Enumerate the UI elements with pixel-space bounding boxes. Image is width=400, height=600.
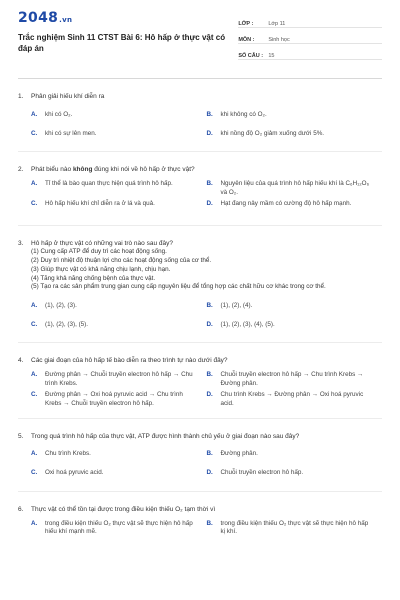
option-letter: B.	[206, 110, 213, 118]
option-letter: A.	[31, 519, 38, 527]
option-text: Hạt đang nảy mầm có cường độ hô hấp mạnh.	[220, 200, 352, 208]
option-a[interactable]	[31, 520, 207, 537]
option-text: Đường phân → Oxi hoá pyruvic acid → Chu trình Krebs → Chuỗi truyền electron hô hấp.	[45, 391, 183, 407]
option-d[interactable]	[207, 126, 383, 142]
question-text-emphasis: không	[72, 166, 93, 173]
option-letter: B.	[206, 519, 213, 527]
option-text: Đường phân.	[220, 450, 258, 458]
option-letter: B.	[206, 301, 213, 309]
option-text: Hô hấp hiếu khí chỉ diễn ra ở lá và quả.	[45, 200, 155, 208]
option-text: Chu trình Krebs.	[45, 450, 91, 458]
question-number: 2.	[18, 166, 24, 173]
question-text: Thực vật có thể tồn tại được trong điều kiện thiếu O₂ tạm thời vì	[31, 505, 216, 513]
question-1	[18, 79, 382, 152]
option-text: khi có O₂.	[45, 110, 73, 118]
site-logo[interactable]	[18, 10, 238, 28]
option-b[interactable]	[207, 180, 383, 197]
question-text: Hô hấp ở thực vật có những vai trò nào sau đây?	[31, 240, 173, 248]
statement-item: (5) Tạo ra các sản phẩm trung gian cung cấp nguyên liệu để tổng hợp các chất hữu cơ khác trong cơ thể.	[31, 283, 326, 291]
question-number: 6.	[18, 505, 24, 513]
statement-item: (4) Tăng khả năng chống bệnh của thực vật.	[31, 274, 156, 282]
meta-panel	[238, 10, 382, 62]
option-a[interactable]	[31, 107, 207, 123]
option-a[interactable]	[31, 180, 207, 197]
question-2	[18, 152, 382, 226]
options-list	[18, 298, 382, 336]
option-c[interactable]	[31, 126, 207, 142]
option-letter: A.	[31, 301, 38, 309]
option-d[interactable]	[207, 317, 383, 333]
option-text: (1), (2), (3).	[45, 301, 77, 309]
option-text: trong điều kiện thiếu O₂ thực vật sẽ thực hiện hô hấp hiếu khí mạnh mẽ.	[45, 519, 193, 536]
option-text: Chu trình Krebs → Đường phân → Oxi hoá pyruvic acid.	[220, 391, 364, 407]
option-c[interactable]	[31, 317, 207, 333]
header-left	[18, 10, 238, 54]
question-text-after: đúng khi nói về hô hấp ở thực vật?	[92, 166, 195, 173]
option-b[interactable]	[207, 371, 383, 388]
option-text: trong điều kiện thiếu O₂ thực vật sẽ thực hiện hô hấp kị khí.	[220, 519, 369, 536]
statement-item: (2) Duy trì nhiệt độ thuận lợi cho các hoạt động sống của cơ thể.	[31, 256, 212, 264]
option-text: Chuỗi truyền electron hô hấp → Chu trình Krebs → Đường phân.	[220, 371, 364, 387]
option-text: khi nồng độ O₂ giảm xuống dưới 5%.	[220, 129, 325, 137]
option-d[interactable]	[207, 391, 383, 408]
meta-row-class	[238, 14, 382, 28]
question-5	[18, 419, 382, 492]
question-stem	[18, 92, 382, 101]
options-list	[18, 447, 382, 485]
statement-list	[18, 248, 382, 292]
option-letter: D.	[206, 200, 213, 208]
question-stem	[18, 505, 382, 514]
meta-key: MÔN :	[238, 37, 255, 43]
logo-main: 2048	[18, 10, 59, 26]
options-list	[18, 107, 382, 145]
option-text: Tỉ thể là bào quan thực hiện quá trình hô hấp.	[45, 180, 173, 187]
question-number: 5.	[18, 432, 24, 440]
option-b[interactable]	[207, 298, 383, 314]
meta-value: Lớp 11	[268, 21, 286, 27]
question-stem	[18, 356, 382, 365]
option-text: (1), (2), (4).	[220, 301, 253, 309]
option-letter: D.	[206, 391, 213, 399]
option-text: (1), (2), (3), (5).	[45, 320, 89, 328]
option-b[interactable]	[207, 107, 383, 123]
question-text-before: Phát biểu nào	[31, 166, 73, 173]
question-text	[31, 165, 195, 174]
question-6	[18, 492, 382, 540]
option-letter: D.	[206, 469, 213, 477]
options-list	[18, 371, 382, 411]
question-number: 4.	[18, 357, 24, 365]
option-text: Chuỗi truyền electron hô hấp.	[220, 469, 304, 477]
option-d[interactable]	[207, 466, 383, 482]
options-list	[18, 520, 382, 540]
question-text: Các giai đoạn của hô hấp tế bào diễn ra theo trình tự nào dưới đây?	[31, 357, 228, 365]
option-d[interactable]	[207, 200, 383, 216]
meta-row-count	[238, 46, 382, 60]
logo-suffix: .vn	[59, 16, 73, 24]
option-text: Đường phân → Chuỗi truyền electron hô hấp → Chu trình Krebs.	[45, 371, 193, 387]
meta-value: 15	[268, 53, 275, 59]
question-text: Trong quá trình hô hấp của thực vật, ATP được hình thành chủ yếu ở giai đoạn nào sau đây?	[31, 432, 300, 440]
option-text: Oxi hoá pyruvic acid.	[45, 469, 104, 477]
option-letter: A.	[31, 450, 38, 458]
meta-value: Sinh học	[268, 37, 290, 43]
option-text: khi không có O₂.	[220, 110, 267, 118]
option-b[interactable]	[207, 447, 383, 463]
option-a[interactable]	[31, 371, 207, 388]
question-4	[18, 343, 382, 418]
option-a[interactable]	[31, 298, 207, 314]
question-text: Phân giải hiếu khí diễn ra	[31, 93, 105, 100]
option-letter: C.	[31, 129, 38, 137]
option-b[interactable]	[207, 520, 383, 537]
document-header	[18, 10, 382, 70]
option-letter: C.	[31, 200, 38, 208]
statement-item: (3) Giúp thực vật có khả năng chịu lạnh, chịu hạn.	[31, 265, 171, 273]
statement-item: (1) Cung cấp ATP để duy trì các hoạt động sống.	[31, 248, 167, 256]
meta-row-subject	[238, 30, 382, 44]
option-letter: C.	[31, 391, 38, 399]
option-c[interactable]	[31, 200, 207, 216]
question-number: 1.	[18, 93, 24, 100]
option-letter: B.	[206, 180, 213, 187]
option-letter: A.	[31, 371, 38, 379]
option-text: khi có sự lên men.	[45, 129, 97, 137]
option-text: Nguyên liệu của quá trình hô hấp hiếu khí là C₆H₁₂O₆ và O₂.	[220, 180, 370, 196]
option-letter: B.	[206, 371, 213, 379]
option-letter: D.	[206, 320, 213, 328]
question-stem	[18, 165, 382, 174]
option-letter: B.	[206, 450, 213, 458]
option-text: (1), (2), (3), (4), (5).	[220, 320, 275, 328]
option-c[interactable]	[31, 466, 207, 482]
document-title: Trắc nghiệm Sinh 11 CTST Bài 6: Hô hấp ở thực vật có đáp án	[18, 33, 226, 53]
option-letter: A.	[31, 180, 38, 187]
option-c[interactable]	[31, 391, 207, 408]
options-list	[18, 180, 382, 219]
option-letter: D.	[206, 129, 213, 137]
option-letter: C.	[31, 469, 38, 477]
option-a[interactable]	[31, 447, 207, 463]
question-stem	[18, 432, 382, 441]
meta-key: SỐ CÂU :	[238, 53, 264, 59]
question-3	[18, 226, 382, 343]
option-letter: C.	[31, 320, 38, 328]
question-number: 3.	[18, 240, 24, 248]
meta-key: LỚP :	[238, 21, 254, 27]
option-letter: A.	[31, 110, 38, 118]
question-stem	[18, 239, 382, 248]
